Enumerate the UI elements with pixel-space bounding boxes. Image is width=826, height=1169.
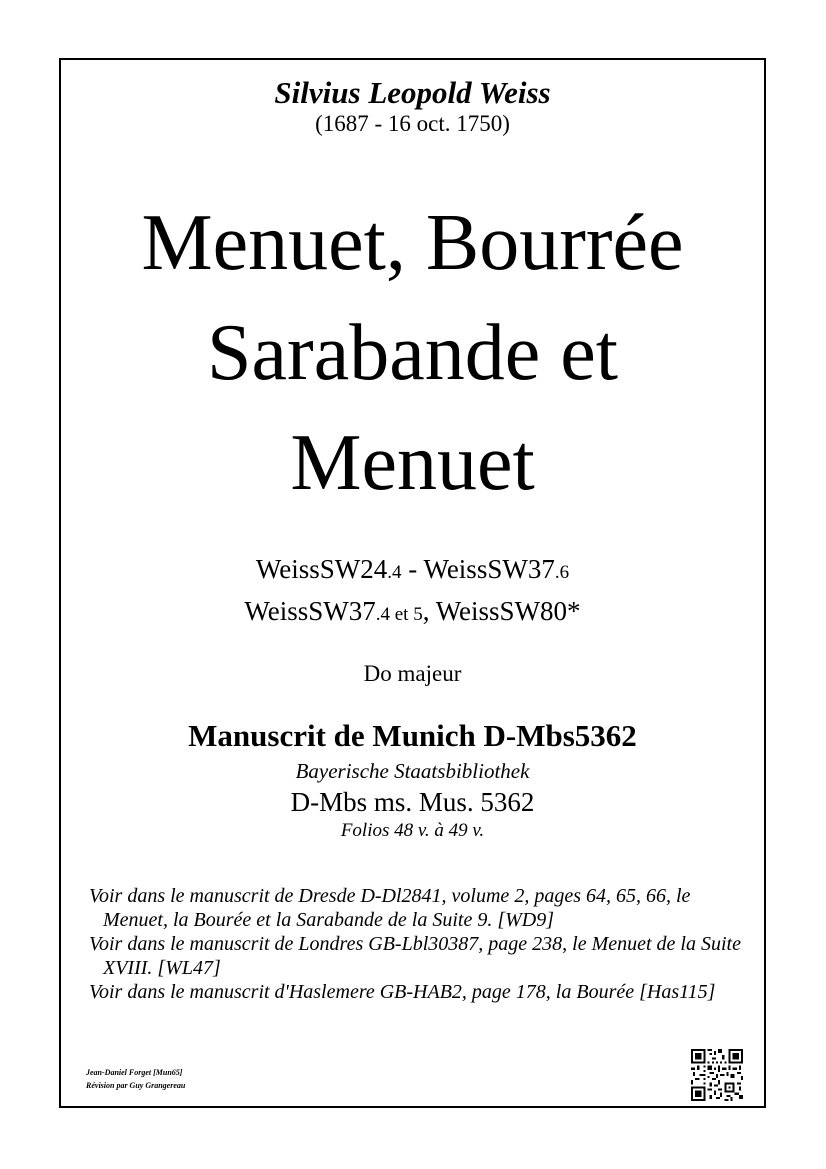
manuscript-title: Manuscrit de Munich D-Mbs5362 [188,718,637,753]
catalog-ref: WeissSW24 [255,554,388,584]
concordance-notes [89,884,759,1004]
title-line-1: Menuet, Bourrée [141,199,684,287]
catalog-line-2 [59,594,766,632]
revision-credit: Révision par Guy Grangereau [86,1081,186,1090]
composer-dates: (1687 - 16 oct. 1750) [315,111,510,136]
catalog-ref-suffix: .6 [554,562,570,583]
catalog-ref: WeissSW37 [244,596,376,626]
key-signature: Do majeur [363,661,462,686]
catalog-ref: WeissSW37 [423,554,555,584]
catalog-ref: , WeissSW80* [422,596,581,626]
composer-name: Silvius Leopold Weiss [274,75,551,110]
concordance-note: Voir dans le manuscrit de Dresde D-Dl2841, volume 2, pages 64, 65, 66, le Menuet, la Bourée et la Sarabande de la Suite 9. [WD9] [89,885,691,931]
folios: Folios 48 v. à 49 v. [340,820,485,841]
catalog-ref-suffix: .4 et 5 [375,604,423,625]
catalog-line-1 [59,552,766,590]
shelfmark: D-Mbs ms. Mus. 5362 [290,787,535,817]
concordance-note: Voir dans le manuscrit de Londres GB-Lbl30387, page 238, le Menuet de la Suite XVIII. [WL47] [89,933,741,979]
qr-code-icon [691,1049,743,1101]
title-line-3: Menuet [290,419,535,507]
catalog-ref-suffix: .4 [387,562,402,583]
catalog-separator: - [401,554,424,584]
editor-credit: Jean-Daniel Forget [Mun65] [86,1068,183,1077]
title-line-2: Sarabande et [207,309,618,397]
concordance-note: Voir dans le manuscrit d'Haslemere GB-HAB2, page 178, la Bourée [Has115] [89,981,716,1003]
credits [86,1066,185,1092]
library-name: Bayerische Staatsbibliothek [295,759,530,783]
